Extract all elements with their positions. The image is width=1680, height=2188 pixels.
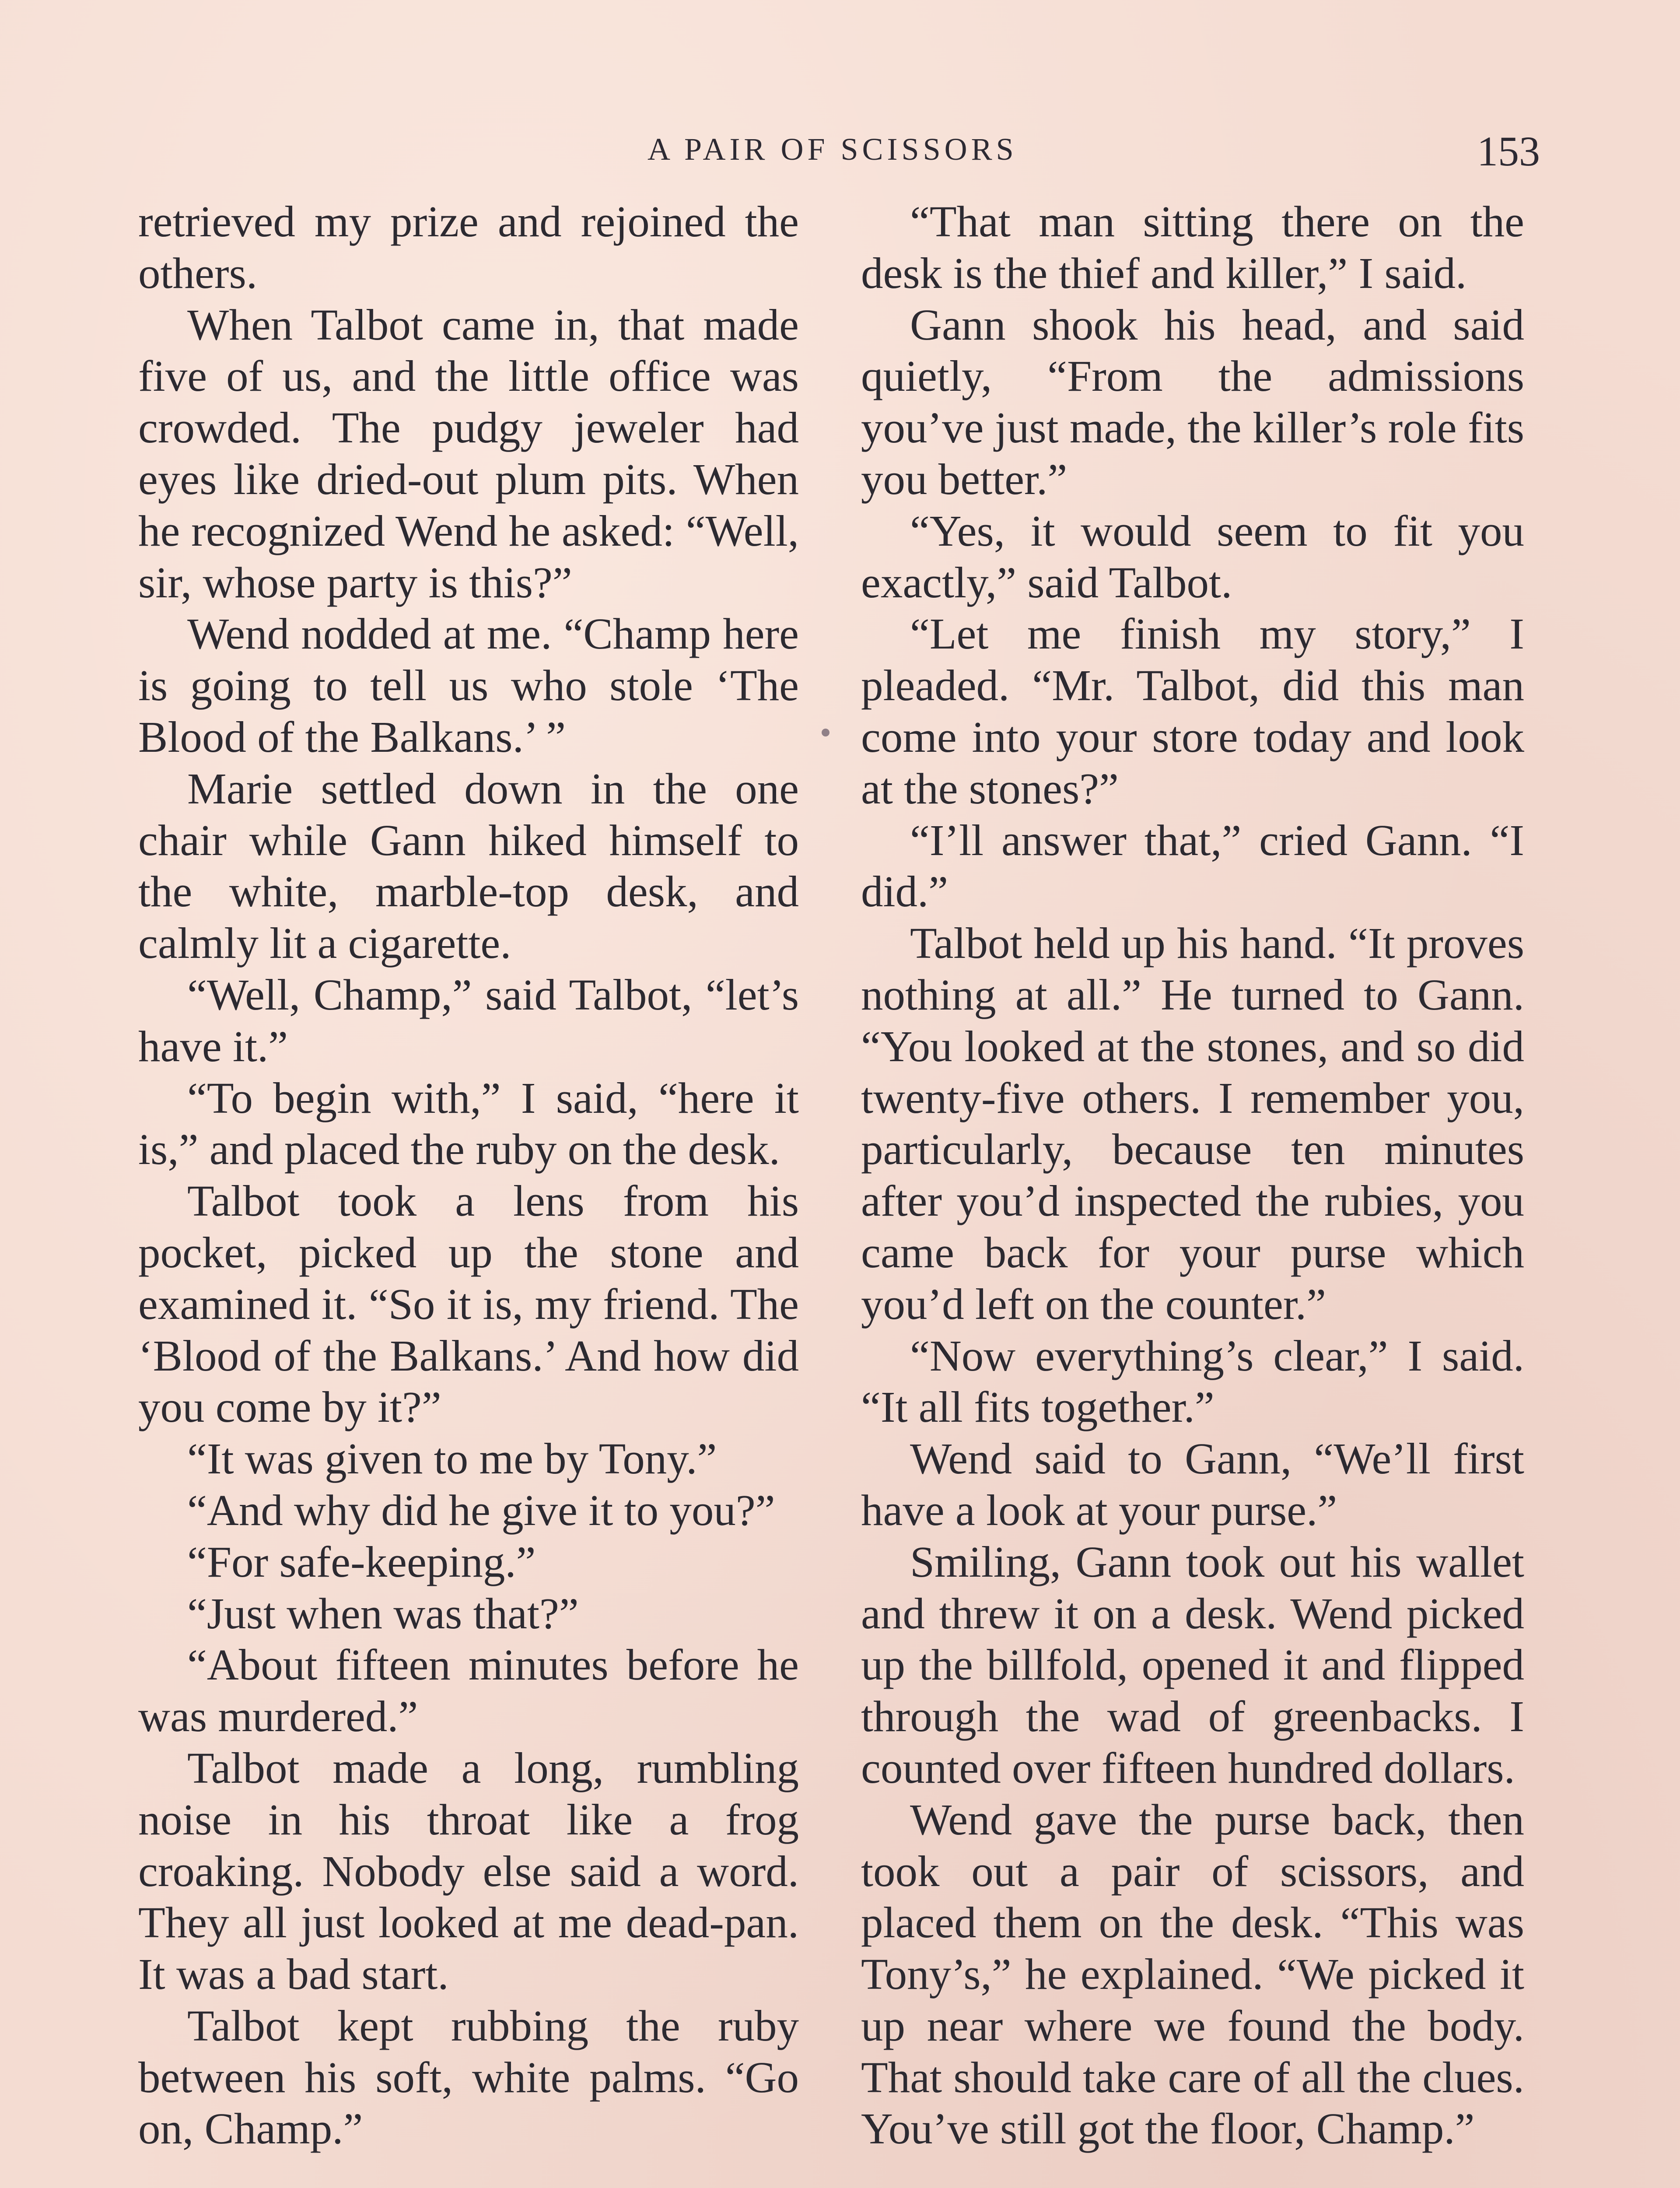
paragraph: “To begin with,” I said, “here it is,” and placed the ruby on the desk. — [138, 1073, 799, 1174]
running-head: A PAIR OF SCISSORS — [648, 132, 1018, 167]
paragraph: Smiling, Gann took out his wallet and threw it on a desk. Wend picked up the billfold, opened it and flipped through the wad of greenbacks. I counted over fifteen hundred dollars. — [861, 1537, 1524, 1792]
paragraph: “I’ll answer that,” cried Gann. “I did.” — [861, 815, 1524, 916]
ink-speck — [822, 729, 830, 736]
paragraph: “For safe-keeping.” — [187, 1537, 536, 1586]
page-number: 153 — [1477, 128, 1540, 175]
paragraph: “Just when was that?” — [187, 1588, 579, 1638]
paragraph: “It was given to me by Tony.” — [187, 1434, 717, 1483]
paragraph: “Now everything’s clear,” I said. “It all fits together.” — [861, 1331, 1524, 1432]
paragraph: Talbot kept rubbing the ruby between his soft, white palms. “Go on, Champ.” — [138, 2001, 799, 2153]
paragraph: Gann shook his head, and said quietly, “From the admissions you’ve just made, the killer’s role fits you better.” — [861, 300, 1524, 504]
paragraph: Wend said to Gann, “We’ll first have a look at your purse.” — [861, 1434, 1524, 1535]
paragraph: Talbot made a long, rumbling noise in his throat like a frog croaking. Nobody else said a word. They all just looked at me dead-pan. It was a bad start. — [138, 1743, 799, 1999]
paragraph: “Well, Champ,” said Talbot, “let’s have it.” — [138, 970, 799, 1071]
paragraph: “About fifteen minutes before he was murdered.” — [138, 1640, 799, 1741]
paragraph: Marie settled down in the one chair while Gann hiked himself to the white, marble-top desk, and calmly lit a cigarette. — [138, 764, 799, 968]
paragraph: Talbot held up his hand. “It proves nothing at all.” He turned to Gann. “You looked at the stones, and so did twenty-five others. I remember you, particularly, because ten minutes after you’d inspected the rubies, you came back for your purse which you’d left on the counter.” — [861, 919, 1524, 1329]
paragraph: Wend nodded at me. “Champ here is going to tell us who stole ‘The Blood of the Balkans.’ ” — [138, 609, 799, 761]
paragraph: “And why did he give it to you?” — [187, 1485, 775, 1535]
paragraph: “Let me finish my story,” I pleaded. “Mr. Talbot, did this man come into your store today and look at the stones?” — [861, 609, 1524, 813]
paragraph: “Yes, it would seem to fit you exactly,” said Talbot. — [861, 506, 1524, 607]
right-text-column — [861, 196, 1524, 2155]
paragraph: Wend gave the purse back, then took out a pair of scissors, and placed them on the desk. “This was Tony’s,” he explained. “We picked it up near where we found the body. That should take care of all the clues. You’ve still got the floor, Champ.” — [861, 1795, 1524, 2153]
paragraph: retrieved my prize and rejoined the others. — [138, 197, 799, 298]
paragraph: “That man sitting there on the desk is the thief and killer,” I said. — [861, 197, 1524, 298]
paragraph: When Talbot came in, that made five of us, and the little office was crowded. The pudgy jeweler had eyes like dried-out plum pits. When he recognized Wend he asked: “Well, sir, whose party is this?” — [138, 300, 799, 607]
paragraph: Talbot took a lens from his pocket, picked up the stone and examined it. “So it is, my friend. The ‘Blood of the Balkans.’ And how did you come by it?” — [138, 1176, 799, 1432]
left-text-column — [138, 196, 799, 2155]
